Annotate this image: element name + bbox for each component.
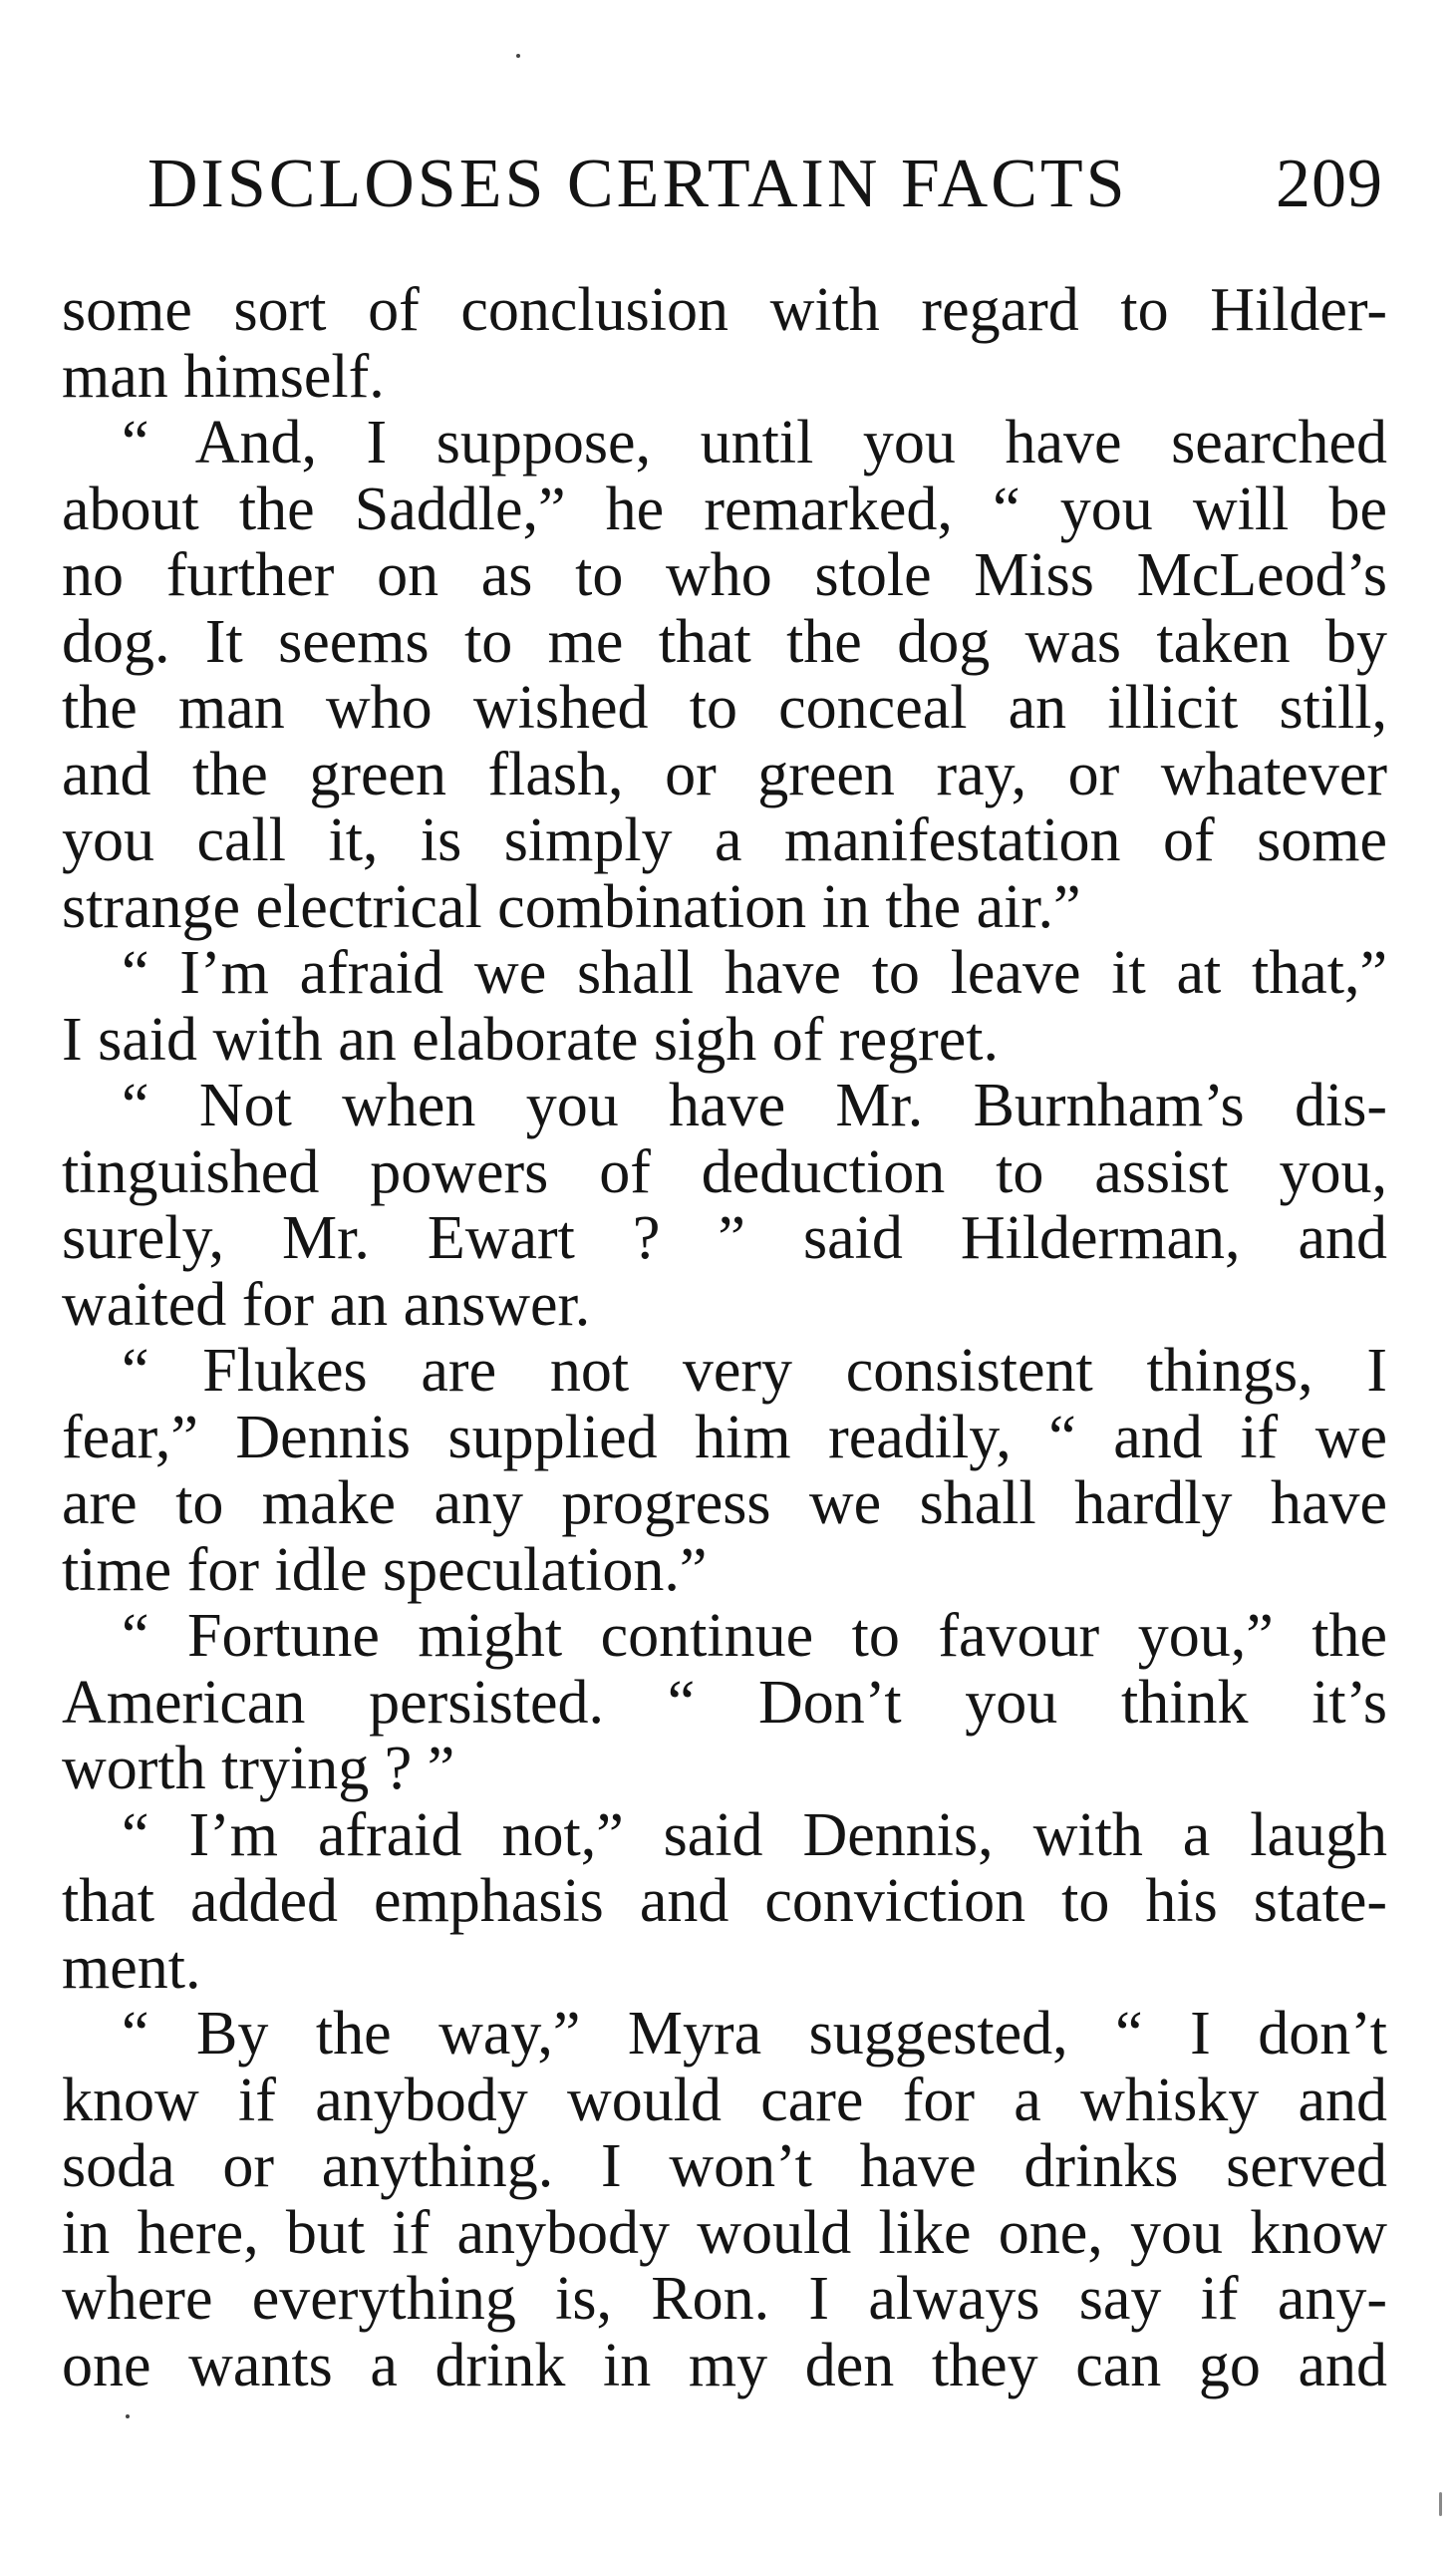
text-line: you call it, is simply a manifestation of some <box>62 806 1387 874</box>
text-line: and the green flash, or green ray, or whatever <box>62 740 1387 808</box>
chapter-title: DISCLOSES CERTAIN FACTS <box>147 146 1128 222</box>
ink-speck-edge <box>1439 2492 1442 2516</box>
text-line: one wants a drink in my den they can go and <box>62 2331 1387 2399</box>
text-line: “ I’m afraid we shall have to leave it at that,” <box>122 939 1387 1007</box>
running-header <box>147 140 1383 229</box>
text-line: “ And, I suppose, until you have searched <box>122 409 1387 477</box>
ink-speck-bottom <box>126 2414 130 2418</box>
text-line: in here, but if anybody would like one, you know <box>62 2198 1387 2267</box>
text-line: about the Saddle,” he remarked, “ you will be <box>62 475 1387 543</box>
text-line: are to make any progress we shall hardly have <box>62 1469 1387 1537</box>
ink-speck-top <box>516 54 520 58</box>
text-line: strange electrical combination in the air.” <box>62 872 1081 941</box>
text-line: I said with an elaborate sigh of regret. <box>62 1005 999 1074</box>
text-line: that added emphasis and conviction to his state- <box>62 1867 1387 1935</box>
text-line: dog. It seems to me that the dog was taken by <box>62 607 1387 676</box>
text-line: man himself. <box>62 342 385 411</box>
text-line: “ By the way,” Myra suggested, “ I don’t <box>122 2000 1387 2068</box>
text-line: waited for an answer. <box>62 1270 591 1339</box>
text-line: “ Fortune might continue to favour you,” the <box>122 1602 1387 1670</box>
text-line: where everything is, Ron. I always say if any- <box>62 2265 1387 2333</box>
text-line: American persisted. “ Don’t you think it’s <box>62 1668 1387 1737</box>
text-line: surely, Mr. Ewart ? ” said Hilderman, and <box>62 1204 1387 1272</box>
text-line: know if anybody would care for a whisky and <box>62 2066 1387 2134</box>
text-line: tinguished powers of deduction to assist you, <box>62 1137 1387 1206</box>
page-number: 209 <box>1276 146 1383 222</box>
text-line: “ I’m afraid not,” said Dennis, with a laugh <box>122 1800 1387 1869</box>
text-line: worth trying ? ” <box>62 1735 455 1802</box>
text-line: time for idle speculation.” <box>62 1535 708 1604</box>
text-line: some sort of conclusion with regard to Hilder- <box>62 276 1387 344</box>
text-line: “ Flukes are not very consistent things, I <box>122 1337 1387 1405</box>
body-text <box>62 277 1387 2398</box>
text-line: fear,” Dennis supplied him readily, “ and if we <box>62 1403 1387 1471</box>
text-line: ment. <box>62 1933 201 2002</box>
text-line: “ Not when you have Mr. Burnham’s dis- <box>122 1072 1387 1139</box>
text-line: soda or anything. I won’t have drinks served <box>62 2132 1387 2200</box>
text-line: the man who wished to conceal an illicit still, <box>62 674 1387 742</box>
text-line: no further on as to who stole Miss McLeod’s <box>62 541 1387 609</box>
